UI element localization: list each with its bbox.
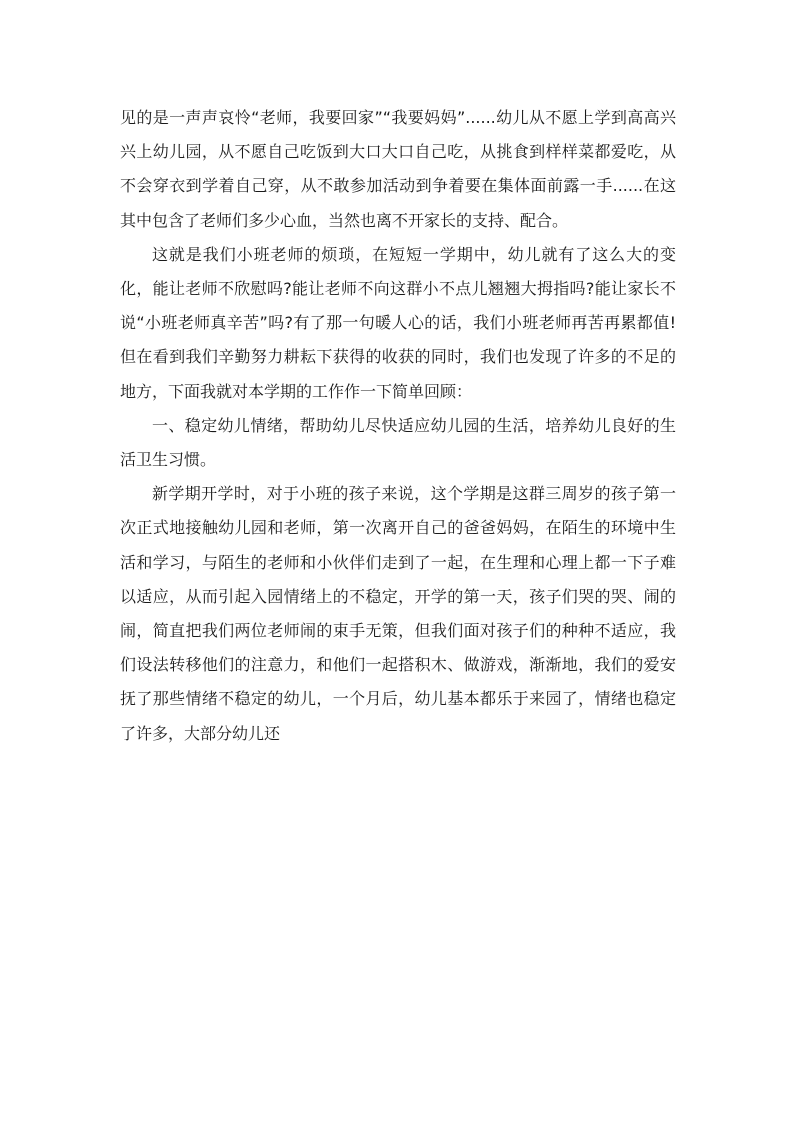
section-heading-one: 一、稳定幼儿情绪，帮助幼儿尽快适应幼儿园的生活，培养幼儿良好的生活卫生习惯。: [120, 415, 676, 470]
paragraph-continuation: 见的是一声声哀怜“老师，我要回家”“我要妈妈”......幼儿从不愿上学到高高兴兴上幼儿园，从不愿自己吃饭到大口大口自己吃，从挑食到样样菜都爱吃，从不会穿衣到学着自己穿，从不敢参加活动到争着要在集体面前露一手......在这其中包含了老师们多少心血，当然也离不开家长的支持、配合。: [120, 108, 676, 230]
paragraph-reflection: 这就是我们小班老师的烦琐，在短短一学期中，幼儿就有了这么大的变化，能让老师不欣慰吗?能让老师不向这群小不点儿翘翘大拇指吗?能让家长不说“小班老师真辛苦”吗?有了那一句暖人心的话，我们小班老师再苦再累都值!但在看到我们辛勤努力耕耘下获得的收获的同时，我们也发现了许多的不足的地方，下面我就对本学期的工作作一下简单回顾：: [120, 244, 676, 401]
paragraph-new-semester: 新学期开学时，对于小班的孩子来说，这个学期是这群三周岁的孩子第一次正式地接触幼儿园和老师，第一次离开自己的爸爸妈妈，在陌生的环境中生活和学习，与陌生的老师和小伙伴们走到了一起，在生理和心理上都一下子难以适应，从而引起入园情绪上的不稳定，开学的第一天，孩子们哭的哭、闹的闹，简直把我们两位老师闹的束手无策，但我们面对孩子们的种种不适应，我们设法转移他们的注意力，和他们一起搭积木、做游戏，渐渐地，我们的爱安抚了那些情绪不稳定的幼儿，一个月后，幼儿基本都乐于来园了，情绪也稳定了许多，大部分幼儿还: [120, 484, 676, 743]
document-body: [120, 101, 676, 751]
